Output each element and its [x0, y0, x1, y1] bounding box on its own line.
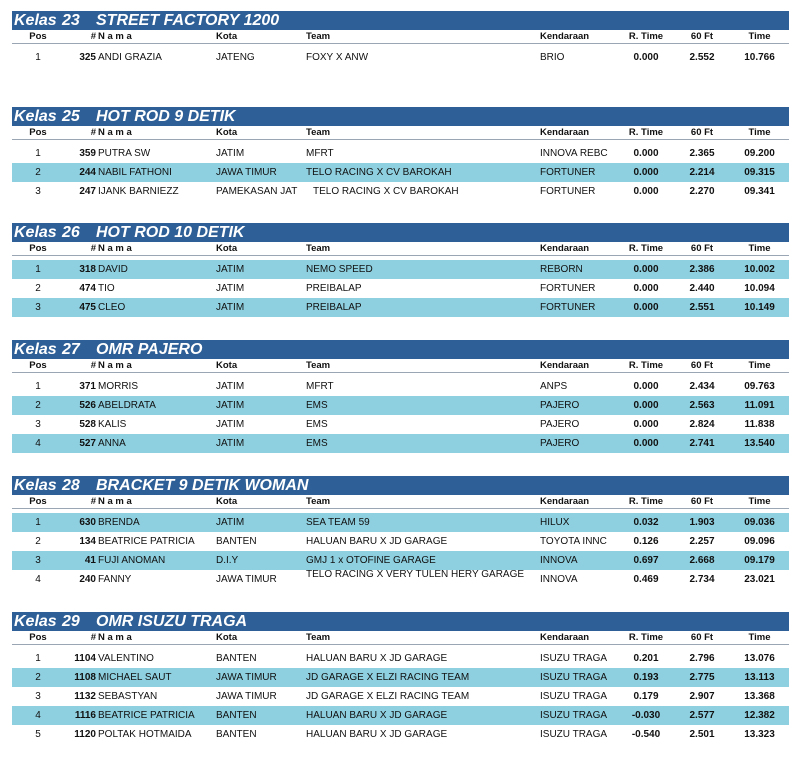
- cell-team: HALUAN BARU X JD GARAGE: [306, 536, 448, 547]
- class-section: [12, 11, 789, 67]
- cell-no: 474: [79, 283, 96, 294]
- cell-no: 247: [79, 186, 96, 197]
- col-kota: Kota: [216, 31, 238, 42]
- cell-kota: BANTEN: [216, 729, 257, 740]
- col-pos: Pos: [29, 360, 47, 371]
- cell-nama: KALIS: [98, 419, 127, 430]
- cell-rtime: 0.032: [633, 517, 659, 528]
- col-no: #: [90, 496, 96, 507]
- table-row: [12, 279, 789, 298]
- col-time: Time: [748, 632, 771, 643]
- col-no: #: [90, 243, 96, 254]
- cell-pos: 4: [35, 438, 41, 449]
- cell-team: PREIBALAP: [306, 302, 362, 313]
- cell-kota: JATIM: [216, 264, 245, 275]
- cell-time: 09.096: [744, 536, 775, 547]
- table-row: [12, 725, 789, 744]
- cell-no: 1108: [74, 672, 96, 683]
- cell-time: 10.002: [744, 264, 775, 275]
- col-time: Time: [748, 31, 771, 42]
- col-60ft: 60 Ft: [690, 632, 714, 643]
- class-title-bar: [12, 223, 789, 242]
- table-header: [12, 242, 789, 256]
- cell-nama: MICHAEL SAUT: [98, 672, 172, 683]
- col-kendaraan: Kendaraan: [540, 496, 590, 507]
- cell-nama: FUJI ANOMAN: [98, 555, 166, 566]
- table-row: [12, 48, 789, 67]
- cell-kota: JAWA TIMUR: [216, 672, 277, 683]
- cell-kota: JATIM: [216, 438, 245, 449]
- cell-team: EMS: [306, 419, 328, 430]
- table-row: [12, 551, 789, 570]
- col-kendaraan: Kendaraan: [540, 243, 590, 254]
- col-nama: N a m a: [98, 360, 132, 371]
- kelas-label: Kelas: [14, 613, 57, 630]
- col-team: Team: [306, 496, 331, 507]
- cell-pos: 1: [35, 148, 41, 159]
- cell-60ft: 2.734: [689, 574, 715, 585]
- class-name: STREET FACTORY 1200: [96, 12, 280, 29]
- table-row: [12, 377, 789, 396]
- cell-60ft: 2.365: [689, 148, 715, 159]
- cell-nama: MORRIS: [98, 381, 138, 392]
- class-section: [12, 612, 789, 744]
- col-kendaraan: Kendaraan: [540, 632, 590, 643]
- class-number: 25: [62, 108, 80, 125]
- table-row: [12, 668, 789, 687]
- table-header: [12, 631, 789, 645]
- cell-time: 09.341: [744, 186, 775, 197]
- col-no: #: [90, 360, 96, 371]
- cell-pos: 1: [35, 52, 41, 63]
- table-row: [12, 182, 789, 201]
- cell-time: 09.200: [744, 148, 775, 159]
- cell-kota: JATIM: [216, 302, 245, 313]
- table-header: [12, 30, 789, 44]
- cell-no: 475: [79, 302, 96, 313]
- col-60ft: 60 Ft: [690, 360, 714, 371]
- kelas-label: Kelas: [14, 341, 57, 358]
- col-no: #: [90, 632, 96, 643]
- table-row: [12, 434, 789, 453]
- cell-rtime: 0.000: [633, 167, 659, 178]
- col-kota: Kota: [216, 127, 238, 138]
- table-row: [12, 532, 789, 551]
- cell-kota: JATIM: [216, 381, 245, 392]
- cell-team: JD GARAGE X ELZI RACING TEAM: [306, 691, 470, 702]
- cell-pos: 1: [35, 653, 41, 664]
- cell-nama: POLTAK HOTMAIDA: [98, 729, 192, 740]
- cell-pos: 2: [35, 672, 41, 683]
- table-header: [12, 126, 789, 140]
- cell-kendaraan: INNOVA: [540, 574, 578, 585]
- cell-kota: JATIM: [216, 283, 245, 294]
- cell-rtime: 0.469: [633, 574, 659, 585]
- class-title-bar: [12, 612, 789, 631]
- cell-nama: DAVID: [98, 264, 128, 275]
- cell-60ft: 2.501: [689, 729, 715, 740]
- cell-rtime: 0.000: [633, 52, 659, 63]
- cell-time: 09.315: [744, 167, 775, 178]
- cell-rtime: 0.000: [633, 283, 659, 294]
- cell-nama: BEATRICE PATRICIA: [98, 536, 195, 547]
- class-title-bar: [12, 11, 789, 30]
- cell-rtime: 0.193: [633, 672, 659, 683]
- cell-time: 10.149: [744, 302, 775, 313]
- cell-team: SEA TEAM 59: [306, 517, 370, 528]
- cell-pos: 2: [35, 400, 41, 411]
- cell-kendaraan: FORTUNER: [540, 186, 596, 197]
- col-team: Team: [306, 243, 331, 254]
- table-row: [12, 396, 789, 415]
- cell-time: 12.382: [744, 710, 775, 721]
- cell-no: 318: [79, 264, 96, 275]
- col-kota: Kota: [216, 632, 238, 643]
- cell-team: TELO RACING X CV BAROKAH: [313, 186, 459, 197]
- cell-kendaraan: FORTUNER: [540, 302, 596, 313]
- class-name: OMR ISUZU TRAGA: [96, 613, 248, 630]
- col-nama: N a m a: [98, 496, 132, 507]
- cell-no: 244: [79, 167, 96, 178]
- cell-no: 41: [84, 555, 96, 566]
- cell-no: 1132: [74, 691, 96, 702]
- cell-team: HALUAN BARU X JD GARAGE: [306, 653, 448, 664]
- col-nama: N a m a: [98, 243, 132, 254]
- cell-rtime: 0.000: [633, 438, 659, 449]
- table-row: [12, 706, 789, 725]
- cell-kendaraan: INNOVA REBC: [540, 148, 608, 159]
- cell-nama: BRENDA: [98, 517, 140, 528]
- cell-kendaraan: BRIO: [540, 52, 565, 63]
- cell-team: NEMO SPEED: [306, 264, 373, 275]
- cell-nama: ABELDRATA: [98, 400, 156, 411]
- col-60ft: 60 Ft: [690, 243, 714, 254]
- col-kota: Kota: [216, 243, 238, 254]
- cell-pos: 5: [35, 729, 41, 740]
- cell-pos: 3: [35, 302, 41, 313]
- cell-kendaraan: FORTUNER: [540, 167, 596, 178]
- col-pos: Pos: [29, 496, 47, 507]
- cell-no: 359: [79, 148, 96, 159]
- cell-kota: BANTEN: [216, 710, 257, 721]
- cell-team: TELO RACING X CV BAROKAH: [306, 167, 452, 178]
- cell-kota: JATENG: [216, 52, 255, 63]
- col-no: #: [90, 31, 96, 42]
- class-section: [12, 476, 789, 589]
- cell-no: 1104: [74, 653, 96, 664]
- table-row: [12, 415, 789, 434]
- cell-team: HALUAN BARU X JD GARAGE: [306, 710, 448, 721]
- col-60ft: 60 Ft: [690, 127, 714, 138]
- cell-nama: BEATRICE PATRICIA: [98, 710, 195, 721]
- cell-time: 09.179: [744, 555, 775, 566]
- cell-rtime: 0.000: [633, 302, 659, 313]
- cell-rtime: 0.000: [633, 381, 659, 392]
- cell-pos: 1: [35, 517, 41, 528]
- col-pos: Pos: [29, 31, 47, 42]
- cell-rtime: 0.000: [633, 264, 659, 275]
- cell-rtime: -0.030: [631, 710, 661, 721]
- cell-kendaraan: TOYOTA INNC: [540, 536, 607, 547]
- cell-pos: 3: [35, 186, 41, 197]
- cell-60ft: 2.563: [689, 400, 715, 411]
- cell-pos: 4: [35, 574, 41, 585]
- cell-60ft: 2.257: [689, 536, 715, 547]
- cell-60ft: 2.434: [689, 381, 715, 392]
- cell-pos: 3: [35, 691, 41, 702]
- class-number: 28: [62, 477, 80, 494]
- col-nama: N a m a: [98, 31, 132, 42]
- kelas-label: Kelas: [14, 477, 57, 494]
- col-team: Team: [306, 360, 331, 371]
- cell-kota: PAMEKASAN JAT: [216, 186, 298, 197]
- cell-kendaraan: INNOVA: [540, 555, 578, 566]
- col-60ft: 60 Ft: [690, 31, 714, 42]
- class-name: BRACKET 9 DETIK WOMAN: [96, 477, 309, 494]
- class-section: [12, 340, 789, 453]
- cell-rtime: 0.697: [633, 555, 659, 566]
- cell-nama: ANNA: [98, 438, 126, 449]
- cell-no: 526: [79, 400, 96, 411]
- cell-team: GMJ 1 x OTOFINE GARAGE: [306, 555, 436, 566]
- cell-kota: JATIM: [216, 517, 245, 528]
- cell-nama: ANDI GRAZIA: [98, 52, 162, 63]
- cell-no: 528: [79, 419, 96, 430]
- col-rtime: R. Time: [628, 496, 664, 507]
- cell-rtime: 0.201: [633, 653, 659, 664]
- cell-kota: BANTEN: [216, 536, 257, 547]
- cell-nama: VALENTINO: [98, 653, 154, 664]
- cell-kota: JATIM: [216, 148, 245, 159]
- cell-kendaraan: PAJERO: [540, 400, 580, 411]
- col-60ft: 60 Ft: [690, 496, 714, 507]
- cell-no: 1116: [74, 710, 96, 721]
- cell-time: 10.094: [744, 283, 775, 294]
- cell-kota: JATIM: [216, 400, 245, 411]
- class-section: [12, 107, 789, 201]
- cell-pos: 2: [35, 536, 41, 547]
- cell-kendaraan: PAJERO: [540, 419, 580, 430]
- class-title-bar: [12, 476, 789, 495]
- cell-pos: 2: [35, 167, 41, 178]
- kelas-label: Kelas: [14, 108, 57, 125]
- table-row: [12, 570, 789, 589]
- col-kendaraan: Kendaraan: [540, 127, 590, 138]
- cell-kota: D.I.Y: [216, 555, 239, 566]
- cell-rtime: 0.000: [633, 186, 659, 197]
- col-nama: N a m a: [98, 127, 132, 138]
- cell-kendaraan: ISUZU TRAGA: [540, 672, 608, 683]
- cell-60ft: 2.214: [689, 167, 715, 178]
- col-kota: Kota: [216, 360, 238, 371]
- cell-60ft: 2.551: [689, 302, 715, 313]
- cell-no: 630: [79, 517, 96, 528]
- cell-no: 527: [79, 438, 96, 449]
- cell-kendaraan: ANPS: [540, 381, 568, 392]
- kelas-label: Kelas: [14, 12, 57, 29]
- cell-team: PREIBALAP: [306, 283, 362, 294]
- cell-team: MFRT: [306, 148, 334, 159]
- cell-60ft: 1.903: [689, 517, 715, 528]
- class-name: OMR PAJERO: [96, 341, 203, 358]
- cell-no: 1120: [74, 729, 96, 740]
- table-header: [12, 359, 789, 373]
- cell-nama: SEBASTYAN: [98, 691, 158, 702]
- cell-kendaraan: ISUZU TRAGA: [540, 653, 608, 664]
- cell-time: 11.838: [744, 419, 775, 430]
- cell-time: 13.540: [744, 438, 775, 449]
- cell-kota: BANTEN: [216, 653, 257, 664]
- cell-no: 134: [79, 536, 96, 547]
- col-rtime: R. Time: [628, 243, 664, 254]
- col-team: Team: [306, 127, 331, 138]
- cell-time: 11.091: [744, 400, 775, 411]
- cell-nama: CLEO: [98, 302, 126, 313]
- cell-pos: 3: [35, 419, 41, 430]
- cell-team: TELO RACING X VERY TULEN HERY GARAGE: [306, 570, 525, 580]
- col-time: Time: [748, 496, 771, 507]
- cell-rtime: 0.000: [633, 419, 659, 430]
- col-rtime: R. Time: [628, 360, 664, 371]
- cell-60ft: 2.796: [689, 653, 715, 664]
- cell-time: 23.021: [744, 574, 775, 585]
- col-time: Time: [748, 360, 771, 371]
- cell-rtime: 0.000: [633, 148, 659, 159]
- cell-time: 13.076: [744, 653, 775, 664]
- class-section: [12, 223, 789, 317]
- col-pos: Pos: [29, 632, 47, 643]
- cell-kendaraan: REBORN: [540, 264, 583, 275]
- table-row: [12, 260, 789, 279]
- cell-rtime: 0.126: [633, 536, 659, 547]
- cell-kendaraan: HILUX: [540, 517, 570, 528]
- col-rtime: R. Time: [628, 31, 664, 42]
- cell-60ft: 2.552: [689, 52, 715, 63]
- cell-no: 240: [79, 574, 96, 585]
- col-time: Time: [748, 127, 771, 138]
- cell-team: JD GARAGE X ELZI RACING TEAM: [306, 672, 470, 683]
- col-kendaraan: Kendaraan: [540, 360, 590, 371]
- table-row: [12, 163, 789, 182]
- cell-time: 09.763: [744, 381, 775, 392]
- cell-pos: 1: [35, 381, 41, 392]
- cell-time: 13.323: [744, 729, 775, 740]
- class-name: HOT ROD 10 DETIK: [96, 224, 245, 241]
- col-team: Team: [306, 632, 331, 643]
- table-row: [12, 687, 789, 706]
- cell-kendaraan: ISUZU TRAGA: [540, 729, 608, 740]
- cell-team: EMS: [306, 400, 328, 411]
- cell-team: MFRT: [306, 381, 334, 392]
- cell-kota: JAWA TIMUR: [216, 574, 277, 585]
- table-row: [12, 513, 789, 532]
- col-kendaraan: Kendaraan: [540, 31, 590, 42]
- cell-60ft: 2.577: [689, 710, 715, 721]
- cell-kota: JATIM: [216, 419, 245, 430]
- class-title-bar: [12, 340, 789, 359]
- cell-60ft: 2.741: [689, 438, 715, 449]
- col-rtime: R. Time: [628, 632, 664, 643]
- cell-60ft: 2.668: [689, 555, 715, 566]
- cell-time: 13.113: [744, 672, 775, 683]
- cell-team: EMS: [306, 438, 328, 449]
- cell-time: 10.766: [744, 52, 775, 63]
- class-number: 27: [62, 341, 80, 358]
- col-team: Team: [306, 31, 331, 42]
- cell-time: 13.368: [744, 691, 775, 702]
- table-row: [12, 298, 789, 317]
- cell-nama: TIO: [98, 283, 115, 294]
- cell-kendaraan: ISUZU TRAGA: [540, 691, 608, 702]
- cell-60ft: 2.824: [689, 419, 715, 430]
- class-number: 26: [62, 224, 80, 241]
- cell-rtime: 0.000: [633, 400, 659, 411]
- class-number: 23: [62, 12, 80, 29]
- col-nama: N a m a: [98, 632, 132, 643]
- col-rtime: R. Time: [628, 127, 664, 138]
- col-time: Time: [748, 243, 771, 254]
- cell-nama: FANNY: [98, 574, 132, 585]
- col-pos: Pos: [29, 243, 47, 254]
- cell-kota: JAWA TIMUR: [216, 691, 277, 702]
- cell-team: FOXY X ANW: [306, 52, 369, 63]
- col-no: #: [90, 127, 96, 138]
- cell-60ft: 2.270: [689, 186, 715, 197]
- cell-60ft: 2.775: [689, 672, 715, 683]
- cell-no: 325: [79, 52, 96, 63]
- class-name: HOT ROD 9 DETIK: [96, 108, 236, 125]
- cell-60ft: 2.440: [689, 283, 715, 294]
- table-row: [12, 144, 789, 163]
- class-number: 29: [62, 613, 80, 630]
- cell-pos: 3: [35, 555, 41, 566]
- col-pos: Pos: [29, 127, 47, 138]
- cell-60ft: 2.907: [689, 691, 715, 702]
- cell-pos: 2: [35, 283, 41, 294]
- cell-60ft: 2.386: [689, 264, 715, 275]
- cell-kendaraan: PAJERO: [540, 438, 580, 449]
- kelas-label: Kelas: [14, 224, 57, 241]
- cell-no: 371: [79, 381, 96, 392]
- cell-nama: PUTRA SW: [98, 148, 151, 159]
- cell-kendaraan: FORTUNER: [540, 283, 596, 294]
- cell-nama: NABIL FATHONI: [98, 167, 172, 178]
- table-row: [12, 649, 789, 668]
- col-kota: Kota: [216, 496, 238, 507]
- cell-pos: 4: [35, 710, 41, 721]
- cell-kendaraan: ISUZU TRAGA: [540, 710, 608, 721]
- cell-pos: 1: [35, 264, 41, 275]
- cell-team: HALUAN BARU X JD GARAGE: [306, 729, 448, 740]
- cell-rtime: 0.179: [633, 691, 659, 702]
- cell-kota: JAWA TIMUR: [216, 167, 277, 178]
- class-title-bar: [12, 107, 789, 126]
- cell-rtime: -0.540: [631, 729, 661, 740]
- table-header: [12, 495, 789, 509]
- cell-time: 09.036: [744, 517, 775, 528]
- cell-nama: IJANK BARNIEZZ: [98, 186, 179, 197]
